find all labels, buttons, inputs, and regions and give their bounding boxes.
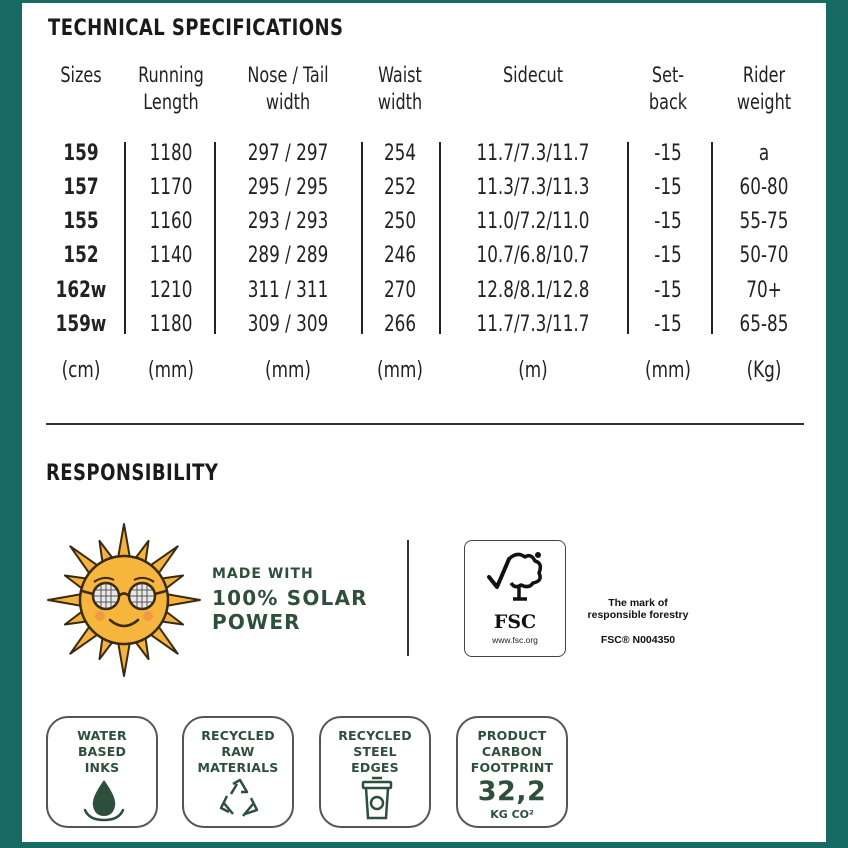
unit-label: (mm): [645, 358, 691, 383]
table-cell: -15: [654, 312, 682, 337]
fsc-logo-text: FSC: [493, 611, 537, 633]
table-cell: 250: [383, 209, 417, 234]
responsibility-title: RESPONSIBILITY: [46, 461, 219, 486]
size-cell: 155: [63, 209, 99, 234]
badge-recycled-steel: [319, 716, 431, 828]
table-cell: 252: [383, 175, 417, 200]
table-cell: -15: [654, 141, 682, 166]
table-cell: 289 / 289: [247, 243, 329, 268]
divider-1: [124, 142, 126, 334]
fsc-license: FSC® N004350: [600, 634, 676, 646]
table-cell: 1140: [149, 243, 193, 268]
table-cell: 309 / 309: [247, 312, 329, 337]
solar-line-3: POWER: [212, 610, 301, 634]
column-header: Waist width: [377, 63, 423, 114]
solar-line-1: MADE WITH: [212, 566, 314, 582]
unit-label: (Kg): [746, 358, 782, 383]
table-cell: 1160: [149, 209, 193, 234]
table-cell: 60-80: [739, 175, 789, 200]
badge-recycled-raw: [182, 716, 294, 828]
badge-water-inks: [46, 716, 158, 828]
table-cell: 50-70: [739, 243, 789, 268]
sun-icon: [44, 520, 204, 680]
divider-4: [439, 142, 441, 334]
unit-label: (m): [518, 358, 548, 383]
table-cell: 11.7/7.3/11.7: [476, 312, 590, 337]
column-header: Running Length: [138, 63, 204, 114]
column-header: Nose / Tail width: [247, 63, 329, 114]
table-cell: 297 / 297: [247, 141, 329, 166]
table-cell: 254: [383, 141, 417, 166]
table-cell: a: [758, 141, 770, 166]
column-header: Set- back: [648, 63, 688, 114]
table-cell: 295 / 295: [247, 175, 329, 200]
water-drop-icon: [81, 778, 127, 822]
table-cell: 12.8/8.1/12.8: [476, 278, 590, 303]
solar-line-2: 100% SOLAR: [212, 586, 368, 610]
divider-2: [214, 142, 216, 334]
size-cell: 162w: [55, 278, 107, 303]
table-cell: 11.0/7.2/11.0: [476, 209, 590, 234]
table-cell: 266: [383, 312, 417, 337]
fsc-logo: [464, 540, 566, 657]
carbon-value: 32,2: [477, 776, 547, 807]
size-cell: 159w: [55, 312, 107, 337]
table-cell: 70+: [746, 278, 782, 303]
unit-label: (mm): [148, 358, 194, 383]
badge-label: RECYCLED RAW MATERIALS: [197, 728, 279, 775]
table-cell: -15: [654, 175, 682, 200]
badge-label: RECYCLED STEEL EDGES: [338, 728, 412, 775]
table-cell: 65-85: [739, 312, 789, 337]
column-header: Sidecut: [502, 63, 564, 87]
tree-check-icon: [483, 549, 549, 609]
table-cell: -15: [654, 209, 682, 234]
table-cell: 1180: [149, 141, 193, 166]
table-cell: -15: [654, 243, 682, 268]
table-cell: 293 / 293: [247, 209, 329, 234]
table-cell: 1170: [149, 175, 193, 200]
solar-fsc-divider: [407, 540, 409, 656]
size-cell: 159: [63, 141, 99, 166]
badge-carbon-footprint: [456, 716, 568, 828]
table-cell: 10.7/6.8/10.7: [476, 243, 590, 268]
table-cell: 246: [383, 243, 417, 268]
carbon-unit: KG CO²: [490, 808, 534, 821]
size-cell: 157: [63, 175, 99, 200]
column-header: Rider weight: [736, 63, 792, 114]
unit-label: (mm): [265, 358, 311, 383]
badge-label: PRODUCT CARBON FOOTPRINT: [470, 728, 554, 775]
table-cell: 311 / 311: [247, 278, 329, 303]
table-cell: 270: [383, 278, 417, 303]
section-divider: [46, 423, 804, 425]
unit-label: (mm): [377, 358, 423, 383]
specs-title: TECHNICAL SPECIFICATIONS: [48, 16, 344, 41]
badge-label: WATER BASED INKS: [77, 728, 127, 775]
divider-3: [361, 142, 363, 334]
recycle-bin-icon: [357, 776, 397, 822]
divider-6: [711, 142, 713, 334]
fsc-tagline: [566, 597, 710, 621]
unit-label: (cm): [61, 358, 101, 383]
table-cell: 1180: [149, 312, 193, 337]
divider-5: [627, 142, 629, 334]
fsc-tagline-line2: responsible forestry: [587, 609, 689, 621]
table-cell: 11.7/7.3/11.7: [476, 141, 590, 166]
table-cell: -15: [654, 278, 682, 303]
table-cell: 55-75: [739, 209, 789, 234]
table-cell: 11.3/7.3/11.3: [476, 175, 590, 200]
size-cell: 152: [63, 243, 99, 268]
column-header: Sizes: [60, 63, 102, 87]
recycle-icon: [217, 778, 263, 820]
table-cell: 1210: [149, 278, 193, 303]
fsc-tagline-line1: The mark of: [608, 597, 668, 609]
fsc-url: www.fsc.org: [492, 635, 538, 645]
